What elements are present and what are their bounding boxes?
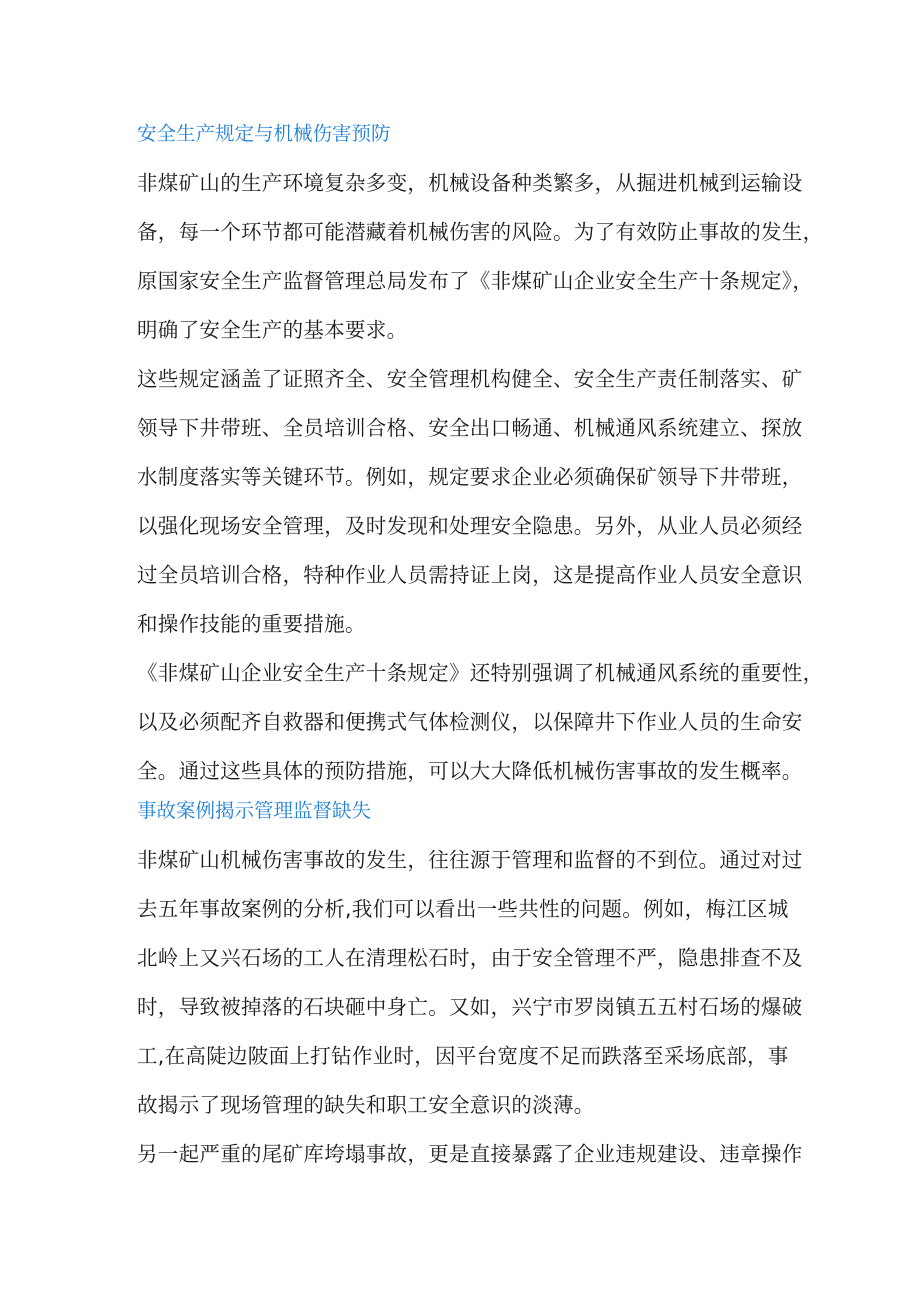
text-line: 非煤矿山的生产环境复杂多变，机械设备种类繁多，从掘进机械到运输设 bbox=[137, 171, 803, 195]
text-line: 故揭示了现场管理的缺失和职工安全意识的淡薄。 bbox=[137, 1093, 595, 1117]
text-line: 《非煤矿山企业安全生产十条规定》还特别强调了机械通风系统的重要性， bbox=[137, 661, 824, 685]
text-line: 以强化现场安全管理，及时发现和处理安全隐患。另外，从业人员必须经 bbox=[137, 514, 803, 538]
text-line: 和操作技能的重要措施。 bbox=[137, 612, 366, 636]
text-line: 领导下井带班、全员培训合格、安全出口畅通、机械通风系统建立、探放 bbox=[137, 416, 803, 440]
section-heading-safety-regulations: 安全生产规定与机械伤害预防 bbox=[137, 122, 391, 145]
text-line: 原国家安全生产监督管理总局发布了《非煤矿山企业安全生产十条规定》， bbox=[137, 269, 814, 293]
text-line: 过全员培训合格，特种作业人员需持证上岗，这是提高作业人员安全意识 bbox=[137, 563, 803, 587]
text-line: 这些规定涵盖了证照齐全、安全管理机构健全、安全生产责任制落实、矿 bbox=[137, 367, 803, 391]
text-line: 工,在高陡边陂面上打钻作业时，因平台宽度不足而跌落至采场底部，事 bbox=[137, 1044, 789, 1068]
text-line: 备，每一个环节都可能潜藏着机械伤害的风险。为了有效防止事故的发生， bbox=[137, 220, 824, 244]
text-line: 非煤矿山机械伤害事故的发生，往往源于管理和监督的不到位。通过对过 bbox=[137, 848, 803, 872]
text-line: 全。通过这些具体的预防措施，可以大大降低机械伤害事故的发生概率。 bbox=[137, 759, 803, 783]
text-line: 以及必须配齐自救器和便携式气体检测仪，以保障井下作业人员的生命安 bbox=[137, 710, 803, 734]
text-line: 北岭上又兴石场的工人在清理松石时，由于安全管理不严，隐患排查不及 bbox=[137, 946, 803, 970]
text-line: 时，导致被掉落的石块砸中身亡。又如，兴宁市罗岗镇五五村石场的爆破 bbox=[137, 995, 803, 1019]
text-line: 水制度落实等关键环节。例如，规定要求企业必须确保矿领导下井带班， bbox=[137, 465, 803, 489]
section-heading-accident-cases: 事故案例揭示管理监督缺失 bbox=[137, 799, 372, 822]
text-line: 明确了安全生产的基本要求。 bbox=[137, 318, 408, 342]
text-line: 另一起严重的尾矿库垮塌事故，更是直接暴露了企业违规建设、违章操作 bbox=[137, 1142, 803, 1166]
text-line: 去五年事故案例的分析,我们可以看出一些共性的问题。例如，梅江区城 bbox=[137, 897, 789, 921]
